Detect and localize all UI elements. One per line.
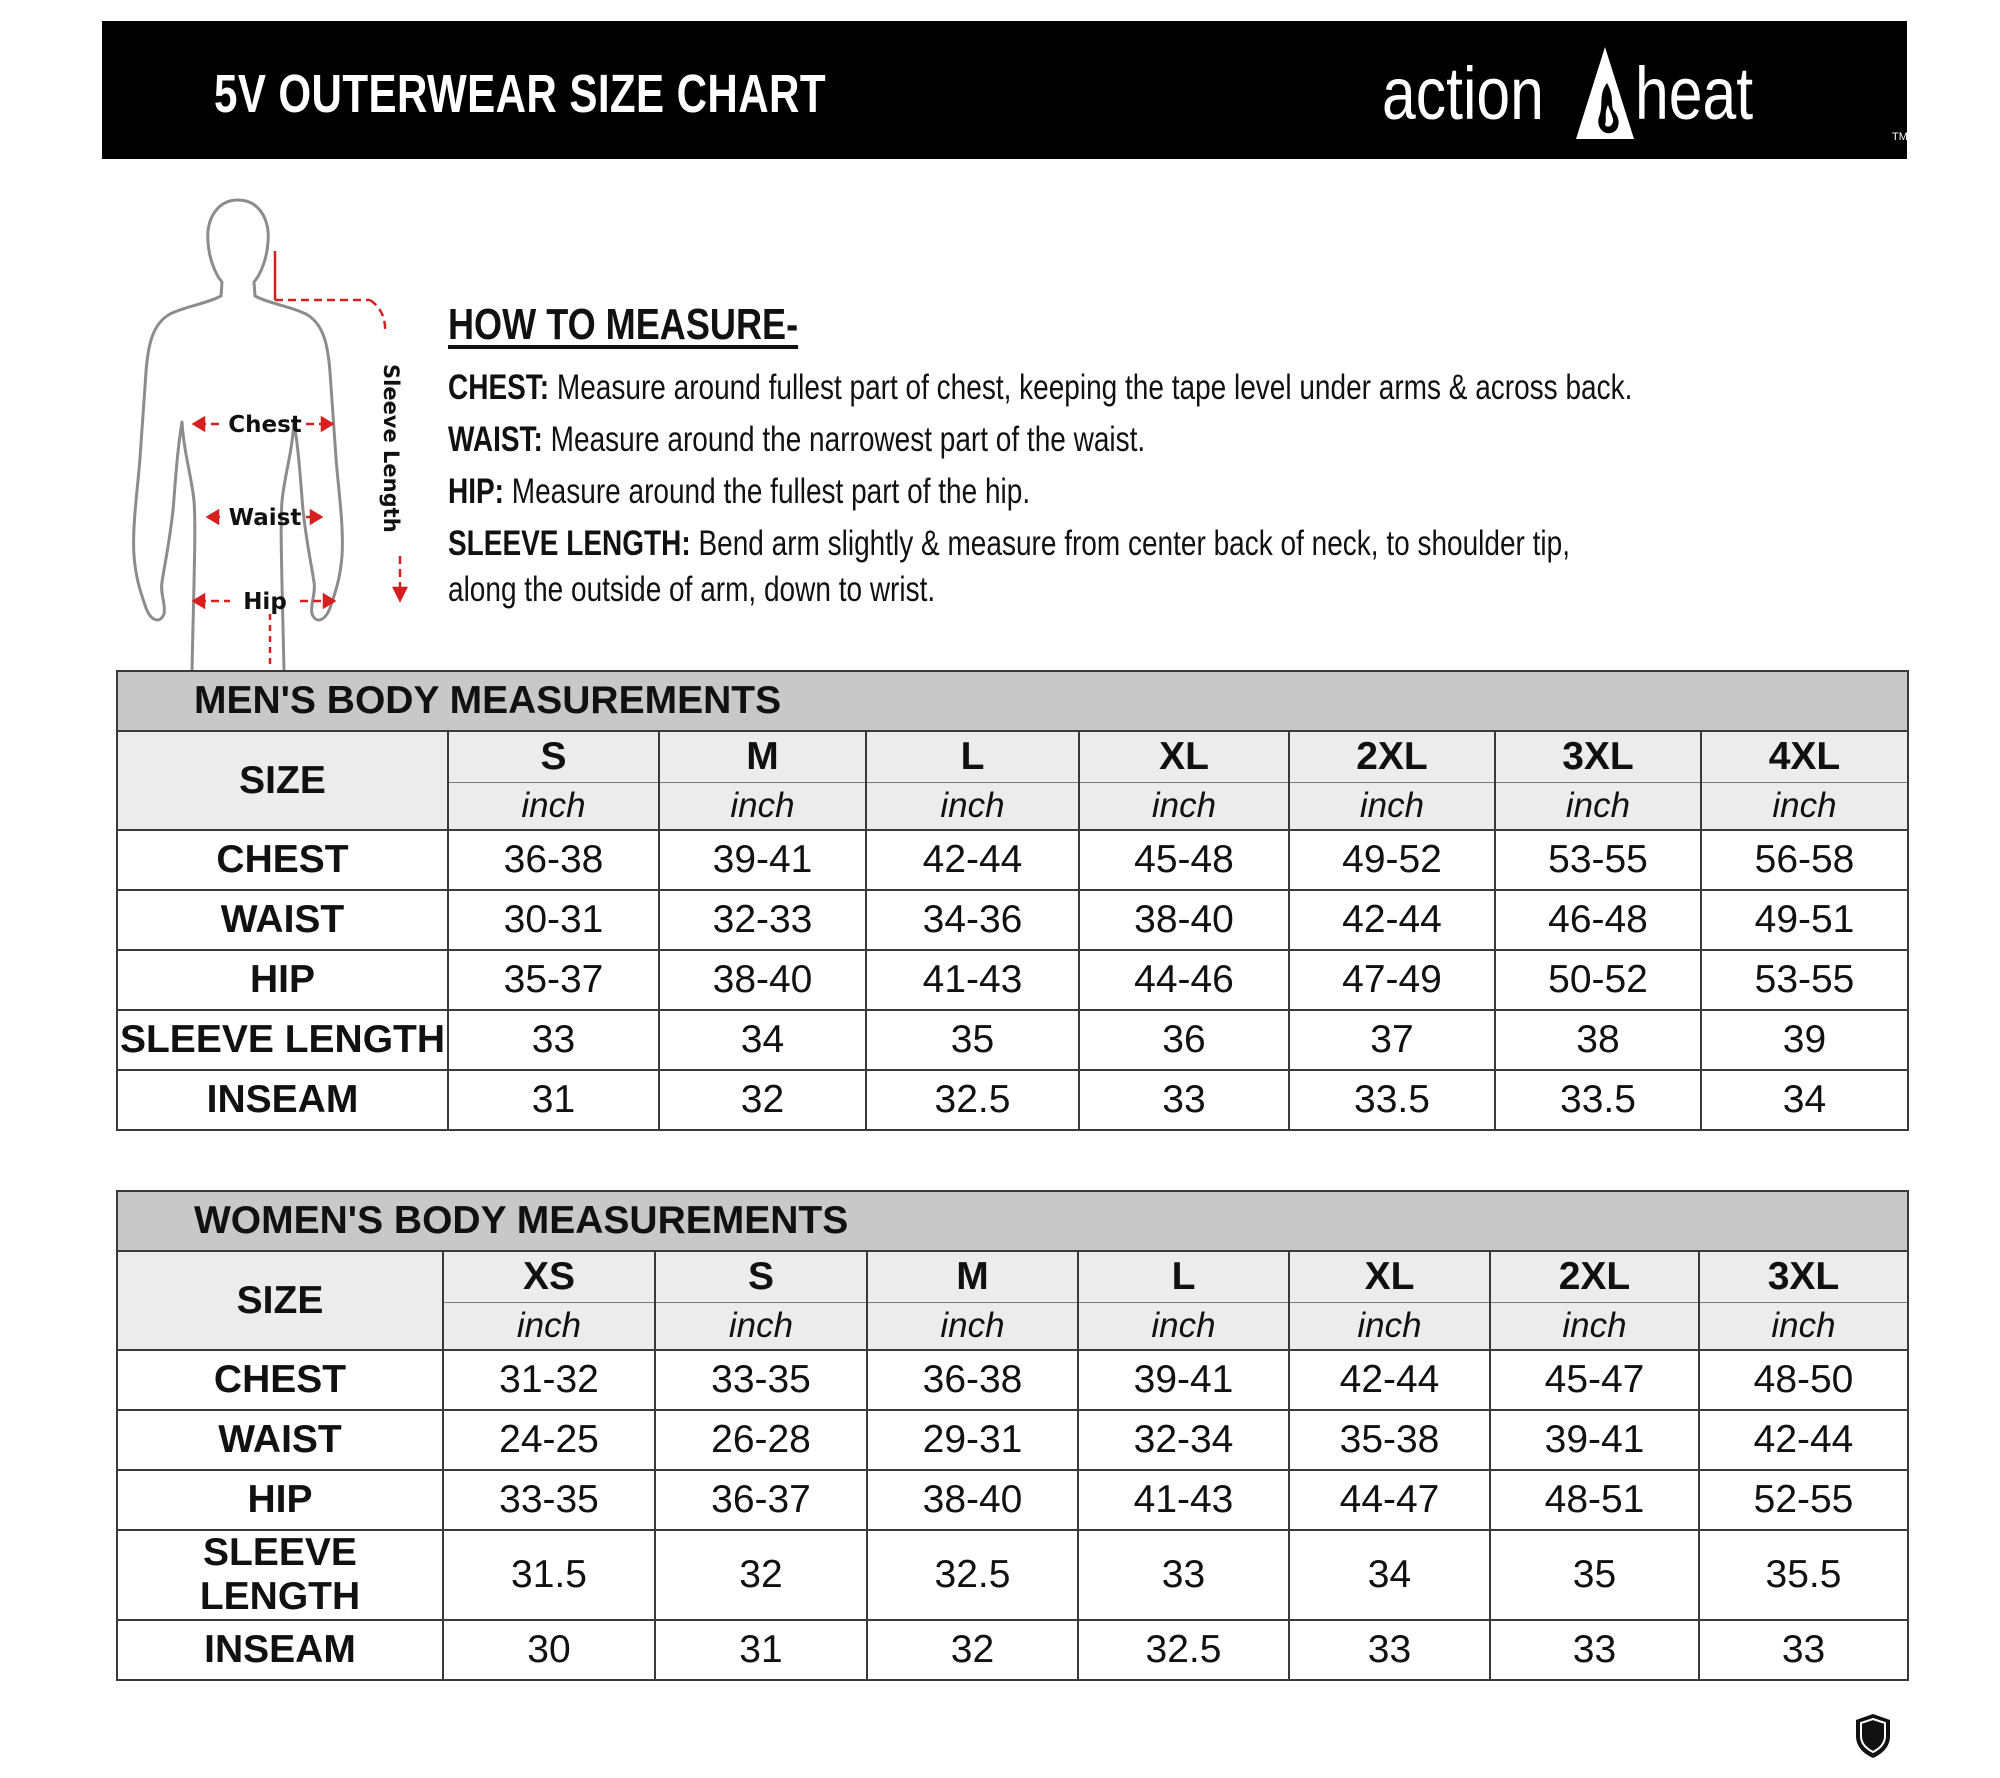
value-cell: 49-51 bbox=[1701, 890, 1908, 950]
row-label: CHEST bbox=[117, 830, 448, 890]
womens-size-name: XL bbox=[1289, 1251, 1490, 1303]
value-cell: 35.5 bbox=[1699, 1530, 1908, 1620]
sleeve-instruction-continued: along the outside of arm, down to wrist. bbox=[448, 570, 936, 609]
value-cell: 33 bbox=[1699, 1620, 1908, 1680]
value-cell: 36-38 bbox=[448, 830, 659, 890]
value-cell: 42-44 bbox=[1289, 890, 1495, 950]
hip-text: Measure around the fullest part of the hip. bbox=[504, 472, 1031, 511]
value-cell: 34-36 bbox=[866, 890, 1079, 950]
brand-name-right: heat bbox=[1635, 52, 1754, 135]
mens-size-name: 4XL bbox=[1701, 731, 1908, 783]
table-row bbox=[117, 1530, 1908, 1620]
mens-size-header: SIZE bbox=[117, 731, 448, 830]
brand-logo bbox=[1382, 43, 1908, 143]
how-to-measure-section bbox=[448, 300, 1908, 616]
value-cell: 48-50 bbox=[1699, 1350, 1908, 1410]
chest-term: CHEST: bbox=[448, 368, 550, 407]
value-cell: 44-47 bbox=[1289, 1470, 1490, 1530]
value-cell: 44-46 bbox=[1079, 950, 1289, 1010]
value-cell: 31-32 bbox=[443, 1350, 655, 1410]
value-cell: 35 bbox=[1490, 1530, 1699, 1620]
value-cell: 30 bbox=[443, 1620, 655, 1680]
table-row bbox=[117, 1410, 1908, 1470]
table-row bbox=[117, 1620, 1908, 1680]
body-measurement-figure bbox=[120, 196, 440, 671]
value-cell: 42-44 bbox=[1699, 1410, 1908, 1470]
table-row bbox=[117, 830, 1908, 890]
value-cell: 32 bbox=[655, 1530, 867, 1620]
sleeve-instruction bbox=[448, 518, 1616, 570]
row-label: WAIST bbox=[117, 1410, 443, 1470]
waist-term: WAIST: bbox=[448, 420, 543, 459]
value-cell: 33 bbox=[1078, 1530, 1289, 1620]
mens-unit: inch bbox=[866, 783, 1079, 831]
mens-unit: inch bbox=[659, 783, 866, 831]
value-cell: 35 bbox=[866, 1010, 1079, 1070]
value-cell: 34 bbox=[659, 1010, 866, 1070]
value-cell: 46-48 bbox=[1495, 890, 1701, 950]
value-cell: 39-41 bbox=[1078, 1350, 1289, 1410]
value-cell: 56-58 bbox=[1701, 830, 1908, 890]
value-cell: 33-35 bbox=[443, 1470, 655, 1530]
value-cell: 45-47 bbox=[1490, 1350, 1699, 1410]
value-cell: 39 bbox=[1701, 1010, 1908, 1070]
value-cell: 53-55 bbox=[1495, 830, 1701, 890]
row-label: CHEST bbox=[117, 1350, 443, 1410]
value-cell: 35-37 bbox=[448, 950, 659, 1010]
mens-size-name: S bbox=[448, 731, 659, 783]
value-cell: 33.5 bbox=[1289, 1070, 1495, 1130]
mens-unit: inch bbox=[448, 783, 659, 831]
value-cell: 32 bbox=[867, 1620, 1078, 1680]
value-cell: 49-52 bbox=[1289, 830, 1495, 890]
value-cell: 32-33 bbox=[659, 890, 866, 950]
value-cell: 48-51 bbox=[1490, 1470, 1699, 1530]
value-cell: 38-40 bbox=[867, 1470, 1078, 1530]
womens-size-header: SIZE bbox=[117, 1251, 443, 1350]
value-cell: 41-43 bbox=[866, 950, 1079, 1010]
mens-size-name: 3XL bbox=[1495, 731, 1701, 783]
hip-term: HIP: bbox=[448, 472, 504, 511]
row-label: HIP bbox=[117, 1470, 443, 1530]
table-row bbox=[117, 890, 1908, 950]
value-cell: 52-55 bbox=[1699, 1470, 1908, 1530]
value-cell: 41-43 bbox=[1078, 1470, 1289, 1530]
value-cell: 36-37 bbox=[655, 1470, 867, 1530]
value-cell: 36 bbox=[1079, 1010, 1289, 1070]
womens-size-name: XS bbox=[443, 1251, 655, 1303]
mens-size-name: L bbox=[866, 731, 1079, 783]
value-cell: 37 bbox=[1289, 1010, 1495, 1070]
womens-size-name: L bbox=[1078, 1251, 1289, 1303]
figure-label-chest: Chest bbox=[228, 412, 302, 438]
value-cell: 33.5 bbox=[1495, 1070, 1701, 1130]
womens-unit: inch bbox=[1078, 1303, 1289, 1351]
row-label: INSEAM bbox=[117, 1070, 448, 1130]
chest-instruction bbox=[448, 362, 1633, 414]
value-cell: 35-38 bbox=[1289, 1410, 1490, 1470]
mens-unit: inch bbox=[1495, 783, 1701, 831]
womens-unit: inch bbox=[655, 1303, 867, 1351]
figure-label-waist: Waist bbox=[228, 505, 302, 531]
mens-table-title: MEN'S BODY MEASUREMENTS bbox=[117, 671, 1908, 731]
figure-label-sleeve-length: Sleeve Length bbox=[379, 364, 403, 533]
womens-unit: inch bbox=[1490, 1303, 1699, 1351]
mens-size-table bbox=[116, 670, 1909, 1131]
value-cell: 36-38 bbox=[867, 1350, 1078, 1410]
table-row bbox=[117, 1010, 1908, 1070]
womens-unit: inch bbox=[1289, 1303, 1490, 1351]
row-label: SLEEVE LENGTH bbox=[117, 1010, 448, 1070]
table-row bbox=[117, 1070, 1908, 1130]
value-cell: 32.5 bbox=[867, 1530, 1078, 1620]
value-cell: 34 bbox=[1701, 1070, 1908, 1130]
value-cell: 32.5 bbox=[866, 1070, 1079, 1130]
womens-size-name: S bbox=[655, 1251, 867, 1303]
womens-size-table bbox=[116, 1190, 1909, 1681]
womens-size-name: M bbox=[867, 1251, 1078, 1303]
brand-trademark: TM bbox=[1892, 131, 1908, 143]
flame-a-logo-icon bbox=[1574, 45, 1636, 141]
value-cell: 38 bbox=[1495, 1010, 1701, 1070]
value-cell: 33 bbox=[1079, 1070, 1289, 1130]
value-cell: 45-48 bbox=[1079, 830, 1289, 890]
value-cell: 50-52 bbox=[1495, 950, 1701, 1010]
row-label: HIP bbox=[117, 950, 448, 1010]
value-cell: 42-44 bbox=[866, 830, 1079, 890]
value-cell: 29-31 bbox=[867, 1410, 1078, 1470]
value-cell: 31.5 bbox=[443, 1530, 655, 1620]
brand-name-left: action bbox=[1382, 52, 1544, 135]
womens-size-name: 2XL bbox=[1490, 1251, 1699, 1303]
row-label: WAIST bbox=[117, 890, 448, 950]
value-cell: 39-41 bbox=[659, 830, 866, 890]
value-cell: 31 bbox=[448, 1070, 659, 1130]
mens-size-name: XL bbox=[1079, 731, 1289, 783]
mens-unit: inch bbox=[1289, 783, 1495, 831]
value-cell: 38-40 bbox=[659, 950, 866, 1010]
value-cell: 33 bbox=[448, 1010, 659, 1070]
mens-size-name: M bbox=[659, 731, 866, 783]
sleeve-text: Bend arm slightly & measure from center back of neck, to shoulder tip, bbox=[690, 524, 1570, 563]
value-cell: 42-44 bbox=[1289, 1350, 1490, 1410]
womens-unit: inch bbox=[443, 1303, 655, 1351]
womens-unit: inch bbox=[1699, 1303, 1908, 1351]
value-cell: 38-40 bbox=[1079, 890, 1289, 950]
value-cell: 33 bbox=[1289, 1620, 1490, 1680]
table-row bbox=[117, 950, 1908, 1010]
hip-instruction bbox=[448, 466, 1616, 518]
page-title: 5V OUTERWEAR SIZE CHART bbox=[214, 64, 826, 124]
mens-unit: inch bbox=[1701, 783, 1908, 831]
table-row bbox=[117, 1470, 1908, 1530]
waist-text: Measure around the narrowest part of the waist. bbox=[542, 420, 1146, 459]
value-cell: 31 bbox=[655, 1620, 867, 1680]
value-cell: 33 bbox=[1490, 1620, 1699, 1680]
value-cell: 30-31 bbox=[448, 890, 659, 950]
table-row bbox=[117, 1350, 1908, 1410]
how-to-measure-title: HOW TO MEASURE- bbox=[448, 300, 799, 349]
womens-unit: inch bbox=[867, 1303, 1078, 1351]
womens-table-title: WOMEN'S BODY MEASUREMENTS bbox=[117, 1191, 1908, 1251]
sleeve-term: SLEEVE LENGTH: bbox=[448, 524, 691, 563]
waist-instruction bbox=[448, 414, 1616, 466]
row-label: SLEEVE LENGTH bbox=[117, 1530, 443, 1620]
value-cell: 33-35 bbox=[655, 1350, 867, 1410]
shield-icon bbox=[1853, 1712, 1893, 1760]
value-cell: 47-49 bbox=[1289, 950, 1495, 1010]
chest-text: Measure around fullest part of chest, keeping the tape level under arms & across back. bbox=[549, 368, 1633, 407]
value-cell: 26-28 bbox=[655, 1410, 867, 1470]
value-cell: 53-55 bbox=[1701, 950, 1908, 1010]
womens-size-name: 3XL bbox=[1699, 1251, 1908, 1303]
mens-unit: inch bbox=[1079, 783, 1289, 831]
value-cell: 39-41 bbox=[1490, 1410, 1699, 1470]
value-cell: 34 bbox=[1289, 1530, 1490, 1620]
header-bar bbox=[102, 21, 1907, 159]
row-label: INSEAM bbox=[117, 1620, 443, 1680]
value-cell: 32.5 bbox=[1078, 1620, 1289, 1680]
value-cell: 32 bbox=[659, 1070, 866, 1130]
value-cell: 24-25 bbox=[443, 1410, 655, 1470]
mens-size-name: 2XL bbox=[1289, 731, 1495, 783]
figure-label-hip: Hip bbox=[243, 589, 287, 615]
value-cell: 32-34 bbox=[1078, 1410, 1289, 1470]
